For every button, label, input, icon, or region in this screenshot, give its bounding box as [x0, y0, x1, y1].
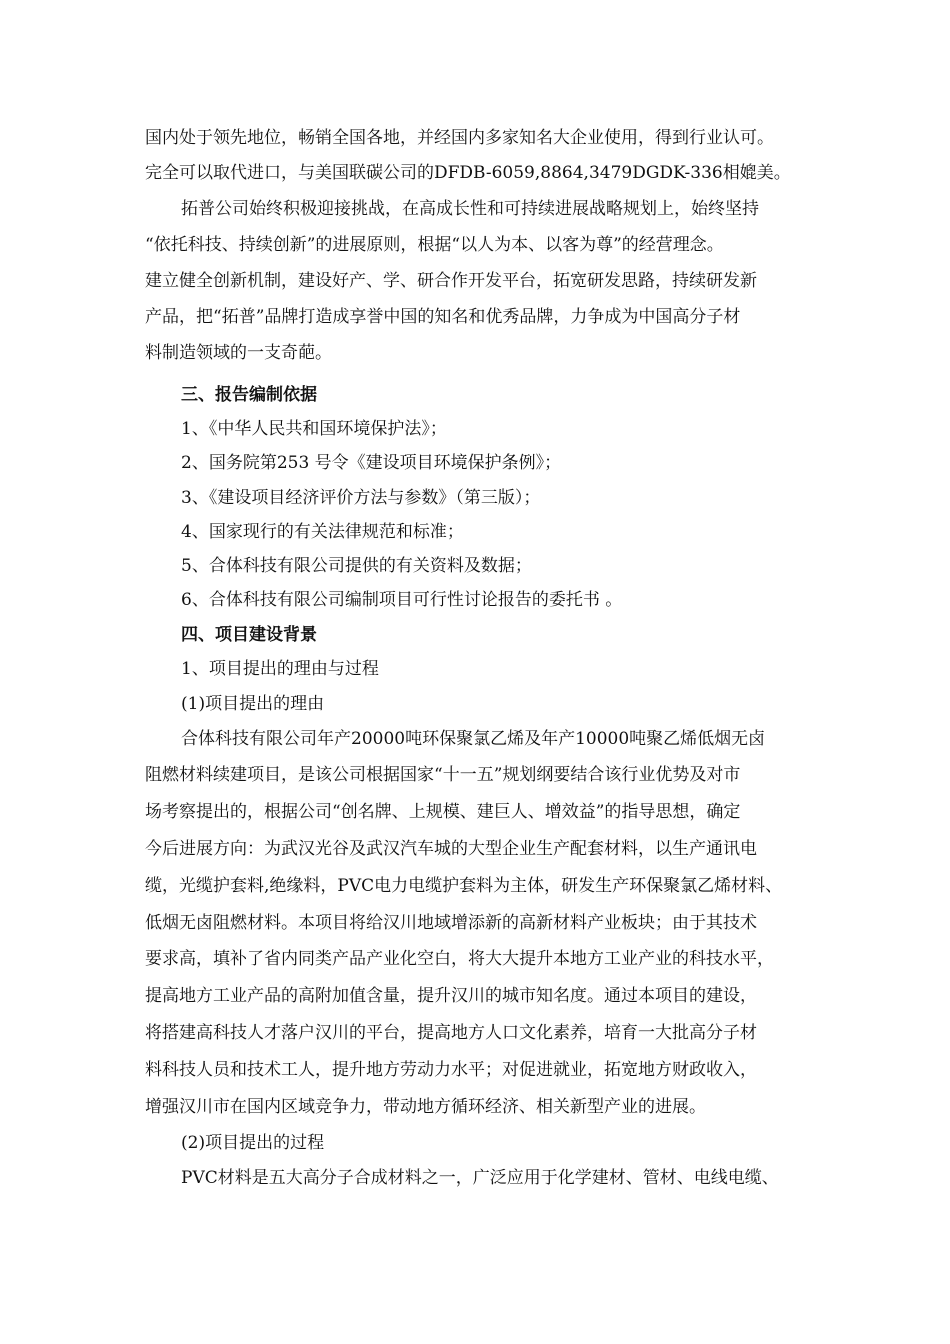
paragraph-line: 建立健全创新机制，建设好产、学、研合作开发平台，拓宽研发思路，持续研发新 — [145, 271, 757, 291]
paragraph-line: 料制造领域的一支奇葩。 — [145, 343, 332, 363]
paragraph-line: “依托科技、持续创新”的进展原则，根据“以人为本、以客为尊”的经营理念。 — [145, 235, 724, 255]
paragraph-line: 今后进展方向：为武汉光谷及武汉汽车城的大型企业生产配套材料，以生产通讯电 — [145, 839, 757, 859]
list-item: 1、《中华人民共和国环境保护法》； — [181, 419, 447, 439]
paragraph-line: 完全可以取代进口，与美国联碳公司的DFDB-6059,8864,3479DGDK-336相媲美。 — [145, 163, 791, 183]
list-item: 3、《建设项目经济评价方法与参数》（第三版）； — [181, 488, 541, 508]
paragraph-line: 要求高，填补了省内同类产品产业化空白，将大大提升本地方工业产业的科技水平， — [145, 949, 774, 969]
paragraph-line: 合体科技有限公司年产20000吨环保聚氯乙烯及年产10000吨聚乙烯低烟无卤 — [181, 729, 766, 749]
paragraph-line: 提高地方工业产品的高附加值含量，提升汉川的城市知名度。通过本项目的建设， — [145, 986, 757, 1006]
paragraph-line: 拓普公司始终积极迎接挑战，在高成长性和可持续进展战略规划上，始终坚持 — [181, 199, 759, 219]
subsection-heading: 1、项目提出的理由与过程 — [181, 659, 379, 679]
subsection-heading: (2)项目提出的过程 — [181, 1133, 325, 1153]
paragraph-line: 场考察提出的，根据公司“创名牌、上规模、建巨人、增效益”的指导思想，确定 — [145, 802, 741, 822]
list-item: 2、国务院第253 号令《建设项目环境保护条例》； — [181, 453, 562, 473]
section-heading: 四、项目建设背景 — [181, 625, 317, 645]
paragraph-line: 低烟无卤阻燃材料。本项目将给汉川地域增添新的高新材料产业板块；由于其技术 — [145, 913, 757, 933]
list-item: 5、合体科技有限公司提供的有关资料及数据； — [181, 556, 532, 576]
paragraph-line: 缆，光缆护套料,绝缘料，PVC电力电缆护套料为主体，研发生产环保聚氯乙烯材料、 — [145, 876, 783, 896]
paragraph-line: 国内处于领先地位，畅销全国各地，并经国内多家知名大企业使用，得到行业认可。 — [145, 128, 774, 148]
paragraph-line: 料科技人员和技术工人，提升地方劳动力水平；对促进就业，拓宽地方财政收入， — [145, 1060, 757, 1080]
paragraph-line: 增强汉川市在国内区域竞争力，带动地方循环经济、相关新型产业的进展。 — [145, 1097, 706, 1117]
paragraph-line: PVC材料是五大高分子合成材料之一，广泛应用于化学建材、管材、电线电缆、 — [181, 1168, 779, 1188]
subsection-heading: (1)项目提出的理由 — [181, 694, 325, 714]
paragraph-line: 产品，把“拓普”品牌打造成享誉中国的知名和优秀品牌，力争成为中国高分子材 — [145, 307, 741, 327]
section-heading: 三、报告编制依据 — [181, 385, 317, 405]
list-item: 6、合体科技有限公司编制项目可行性讨论报告的委托书 。 — [181, 590, 623, 610]
paragraph-line: 将搭建高科技人才落户汉川的平台，提高地方人口文化素养，培育一大批高分子材 — [145, 1023, 757, 1043]
list-item: 4、国家现行的有关法律规范和标准； — [181, 522, 464, 542]
paragraph-line: 阻燃材料续建项目，是该公司根据国家“十一五”规划纲要结合该行业优势及对市 — [145, 765, 741, 785]
